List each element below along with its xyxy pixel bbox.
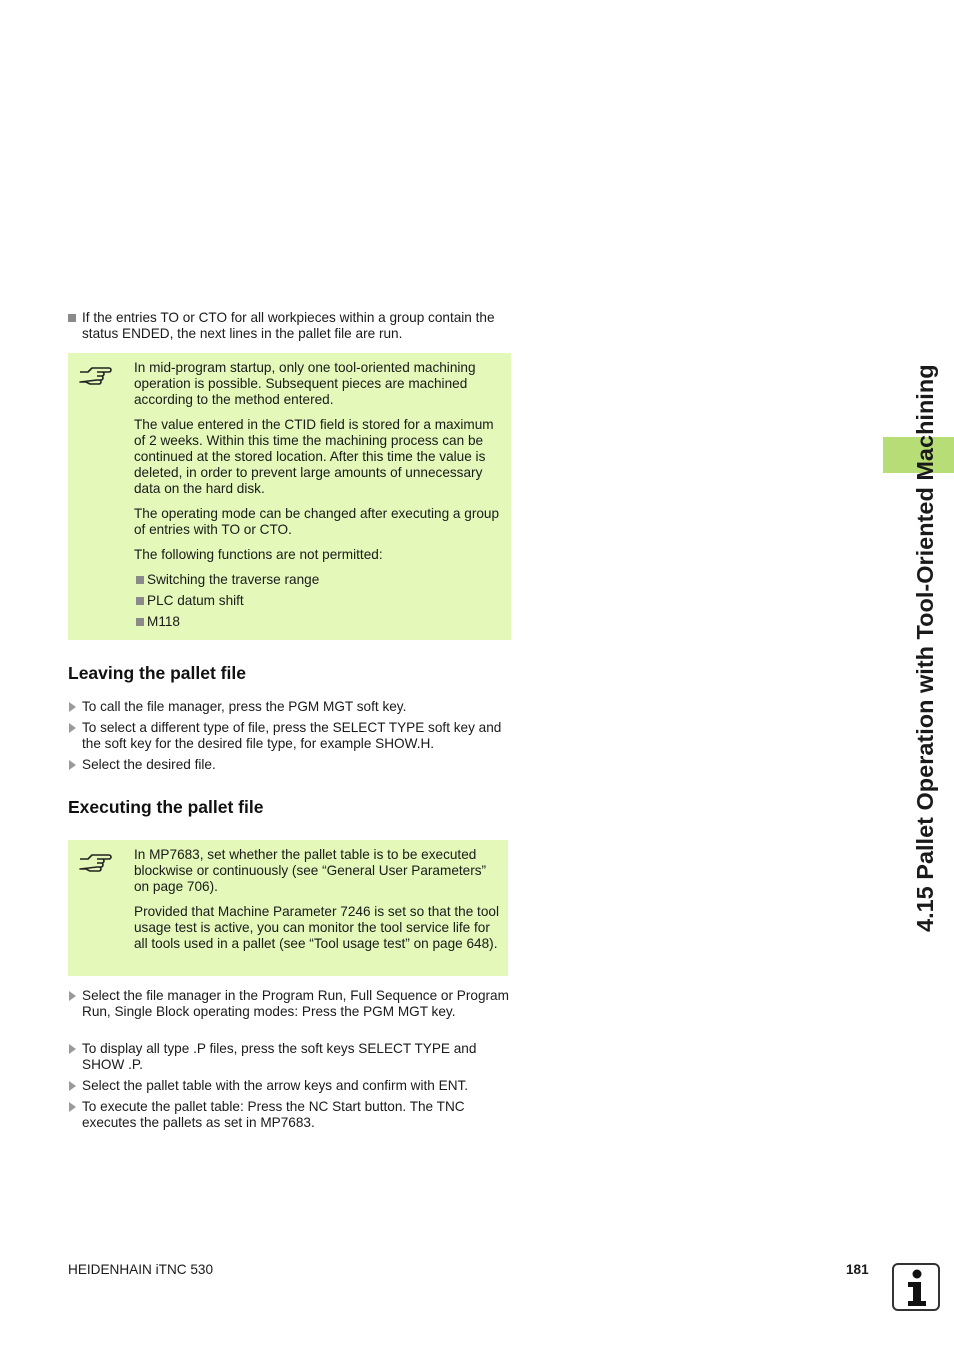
- step-item: Select the desired file.: [68, 757, 510, 773]
- list-item: PLC datum shift: [134, 593, 504, 609]
- pointing-hand-icon: [78, 850, 112, 876]
- triangle-bullet-icon: [69, 1102, 76, 1112]
- triangle-bullet-icon: [69, 702, 76, 712]
- info-icon: [892, 1263, 940, 1311]
- note-box-startup: [68, 353, 511, 640]
- triangle-bullet-icon: [69, 1081, 76, 1091]
- intro-bullet: If the entries TO or CTO for all workpieces within a group contain the status ENDED, the next lines in the pallet file are run.: [68, 310, 510, 342]
- note-paragraph: The operating mode can be changed after executing a group of entries with TO or CTO.: [134, 506, 500, 537]
- step-item: To execute the pallet table: Press the NC Start button. The TNC executes the pallets as set in MP7683.: [68, 1099, 510, 1131]
- square-bullet-icon: [136, 576, 144, 584]
- step-item: Select the file manager in the Program Run, Full Sequence or Program Run, Single Block operating modes: Press the PGM MGT key.: [68, 988, 510, 1020]
- note-paragraph: The following functions are not permitted:: [134, 547, 383, 562]
- step-item: To select a different type of file, press the SELECT TYPE soft key and the soft key for the desired file type, for example SHOW.H.: [68, 720, 510, 752]
- square-bullet-icon: [68, 314, 76, 322]
- note-box-executing: [68, 840, 508, 976]
- step-item: Select the pallet table with the arrow keys and confirm with ENT.: [68, 1078, 510, 1094]
- section-heading-leaving: Leaving the pallet file: [68, 663, 246, 683]
- step-item: To call the file manager, press the PGM MGT soft key.: [68, 699, 510, 715]
- square-bullet-icon: [136, 597, 144, 605]
- triangle-bullet-icon: [69, 760, 76, 770]
- footer-product: HEIDENHAIN iTNC 530: [68, 1262, 214, 1277]
- triangle-bullet-icon: [69, 723, 76, 733]
- page-number: 181: [846, 1262, 869, 1277]
- note-paragraph: In MP7683, set whether the pallet table is to be executed blockwise or continuously (see “General User Parameters” on page 706).: [134, 847, 487, 894]
- list-item: Switching the traverse range: [134, 572, 504, 588]
- note-paragraph: In mid-program startup, only one tool-oriented machining operation is possible. Subsequent pieces are machined according to the method entered.: [134, 360, 476, 407]
- triangle-bullet-icon: [69, 991, 76, 1001]
- section-heading-executing: Executing the pallet file: [68, 797, 264, 817]
- square-bullet-icon: [136, 618, 144, 626]
- chapter-side-title: 4.15 Pallet Operation with Tool-Oriented Machining: [912, 364, 938, 932]
- triangle-bullet-icon: [69, 1044, 76, 1054]
- note-paragraph: Provided that Machine Parameter 7246 is set so that the tool usage test is active, you can monitor the tool service life for all tools used in a pallet (see “Tool usage test” on page 648).: [134, 904, 499, 951]
- pointing-hand-icon: [78, 363, 112, 389]
- step-item: To display all type .P files, press the soft keys SELECT TYPE and SHOW .P.: [68, 1041, 510, 1073]
- list-item: M118: [134, 614, 504, 630]
- note-paragraph: The value entered in the CTID field is stored for a maximum of 2 weeks. Within this time the machining process can be continued at the stored location. After this time the value is deleted, in order to prevent large amounts of unnecessary data on the hard disk.: [134, 417, 494, 496]
